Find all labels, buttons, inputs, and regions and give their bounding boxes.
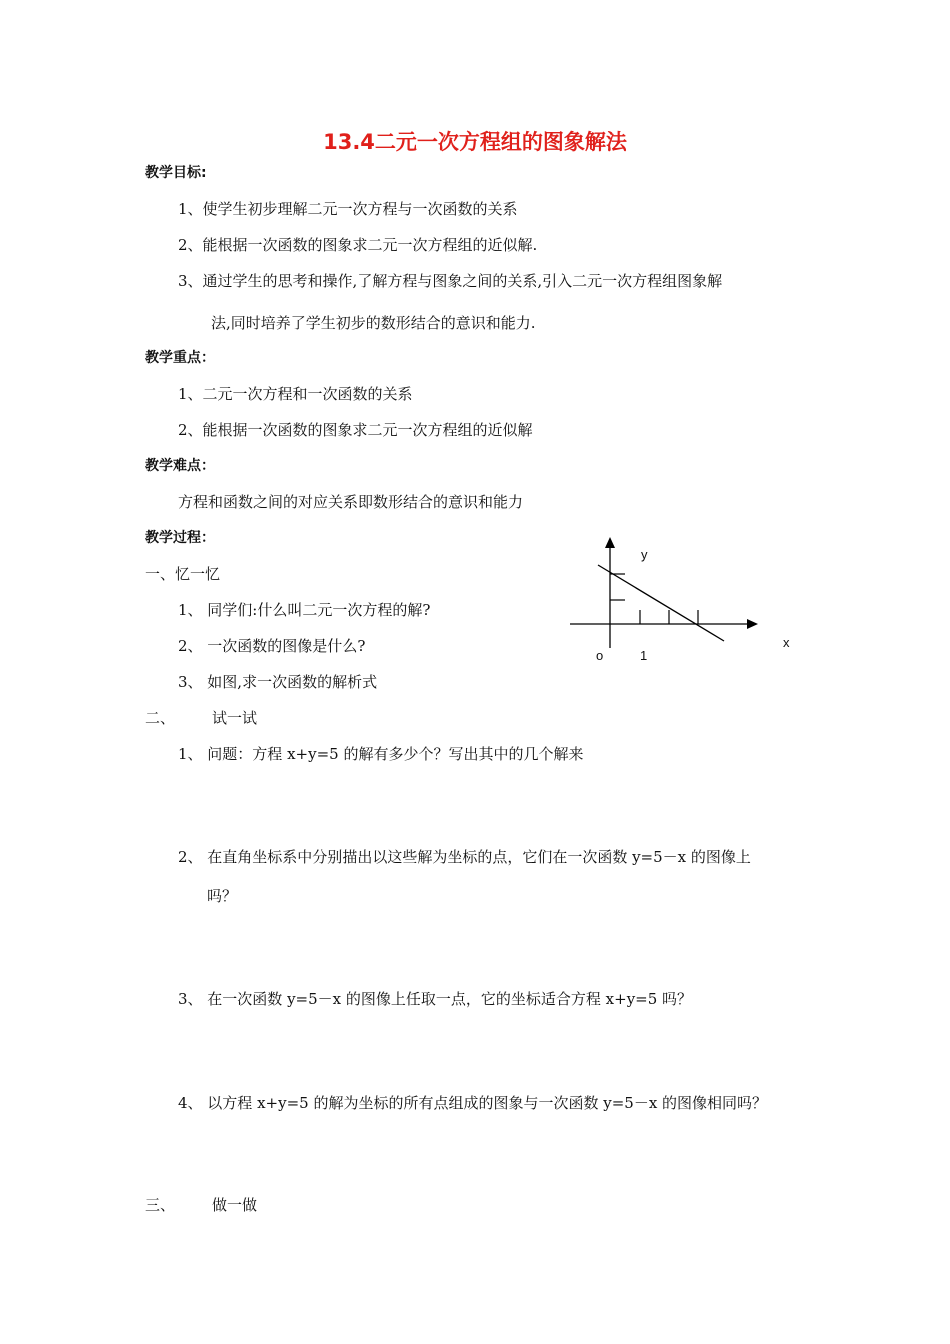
key-point-item: 1、二元一次方程和一次函数的关系 bbox=[178, 385, 413, 403]
objective-item-continued: 法,同时培养了学生初步的数形结合的意识和能力. bbox=[211, 314, 536, 332]
objective-item: 2、能根据一次函数的图象求二元一次方程组的近似解. bbox=[178, 236, 538, 254]
y-axis-arrow bbox=[605, 537, 615, 548]
try-item: 2、 在直角坐标系中分别描出以这些解为坐标的点，它们在一次函数 y=5－x 的图像上 bbox=[178, 848, 751, 866]
objective-item: 1、使学生初步理解二元一次方程与一次函数的关系 bbox=[178, 200, 518, 218]
try-item: 1、 问题：方程 x+y=5 的解有多少个？写出其中的几个解来 bbox=[178, 745, 584, 763]
key-point-item: 2、能根据一次函数的图象求二元一次方程组的近似解 bbox=[178, 421, 533, 439]
process-heading: 教学过程： bbox=[145, 530, 215, 546]
do-number: 三、 bbox=[145, 1196, 176, 1214]
try-number: 二、 bbox=[145, 709, 176, 727]
try-item: 3、 在一次函数 y=5－x 的图像上任取一点，它的坐标适合方程 x+y=5 吗？ bbox=[178, 990, 693, 1008]
origin-label: o bbox=[596, 648, 604, 663]
try-item: 4、 以方程 x+y=5 的解为坐标的所有点组成的图象与一次函数 y=5－x 的图像相同吗？ bbox=[178, 1094, 768, 1112]
x-axis-arrow bbox=[747, 619, 758, 629]
y-axis-label: y bbox=[641, 547, 648, 562]
coordinate-figure bbox=[560, 530, 780, 670]
try-title: 试一试 bbox=[212, 709, 258, 727]
recall-item: 1、 同学们:什么叫二元一次方程的解? bbox=[178, 601, 431, 619]
recall-item: 2、 一次函数的图像是什么? bbox=[178, 637, 366, 655]
recall-item: 3、 如图,求一次函数的解析式 bbox=[178, 673, 378, 691]
do-title: 做一做 bbox=[212, 1196, 258, 1214]
try-item-continued: 吗？ bbox=[207, 887, 238, 905]
recall-title: 一、忆一忆 bbox=[145, 565, 221, 583]
difficulties-text: 方程和函数之间的对应关系即数形结合的意识和能力 bbox=[178, 493, 524, 511]
objective-item: 3、通过学生的思考和操作,了解方程与图象之间的关系,引入二元一次方程组图象解 bbox=[178, 272, 723, 290]
function-line bbox=[598, 565, 724, 641]
page-title: 13.4二元一次方程组的图象解法 bbox=[323, 130, 627, 154]
objectives-heading: 教学目标: bbox=[145, 165, 207, 181]
x-axis-label: x bbox=[783, 635, 790, 650]
tick-label: 1 bbox=[640, 648, 648, 663]
key-points-heading: 教学重点： bbox=[145, 350, 215, 366]
difficulties-heading: 教学难点： bbox=[145, 458, 215, 474]
